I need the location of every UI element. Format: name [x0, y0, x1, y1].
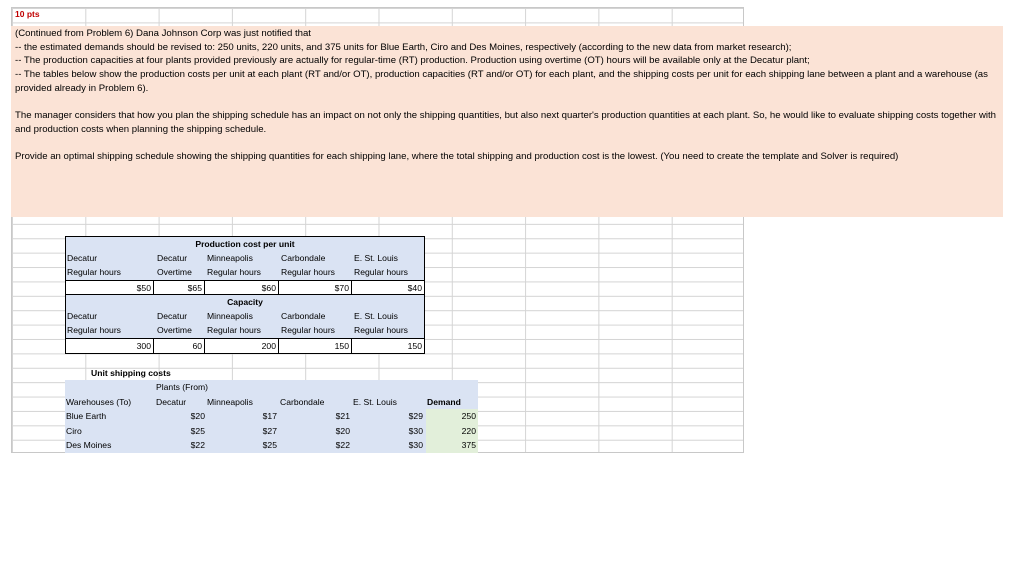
capacity-title: Capacity	[227, 297, 263, 307]
demand-header: Demand	[427, 397, 461, 407]
shipping-title: Unit shipping costs	[91, 368, 171, 378]
cost-value: $70	[279, 281, 352, 295]
plant-header: Carbondale	[281, 311, 326, 322]
hours-header: Overtime	[157, 267, 192, 278]
shipping-cost-cell: $25	[190, 426, 205, 436]
cost-value: $50	[66, 281, 154, 295]
plant-header: E. St. Louis	[354, 253, 398, 264]
plant-header: Minneapolis	[207, 397, 253, 407]
warehouse-name: Ciro	[66, 426, 82, 436]
warehouse-name: Des Moines	[66, 440, 112, 450]
shipping-cost-cell: $22	[335, 440, 350, 450]
plant-header: Decatur	[156, 397, 187, 407]
shipping-cost-cell: $29	[408, 411, 423, 421]
shipping-cost-cell: $20	[190, 411, 205, 421]
shipping-cost-cell: $30	[408, 440, 423, 450]
shipping-cost-cell: $27	[262, 426, 277, 436]
demand-value: 375	[461, 440, 476, 450]
capacity-table	[65, 294, 425, 354]
capacity-value: 300	[66, 339, 154, 353]
hours-header: Regular hours	[207, 325, 261, 336]
hours-header: Regular hours	[281, 325, 335, 336]
problem-statement	[11, 26, 1003, 217]
hours-header: Overtime	[157, 325, 192, 336]
demand-value: 250	[461, 411, 476, 421]
hours-header: Regular hours	[281, 267, 335, 278]
plant-header: Decatur	[67, 253, 98, 264]
hours-header: Regular hours	[354, 325, 408, 336]
demand-value: 220	[461, 426, 476, 436]
problem-bullet-tables: -- The tables below show the production costs per unit at each plant (RT and/or OT), production capacities (RT and/or OT) for each plant, and the shipping costs per unit for each shipping lane between a plant and a warehouse (as provided already in Problem 6).	[15, 69, 988, 94]
production-cost-table	[65, 236, 425, 296]
warehouses-label: Warehouses (To)	[66, 397, 132, 407]
plant-header: Minneapolis	[207, 253, 253, 264]
plant-header: Minneapolis	[207, 311, 253, 322]
shipping-cost-cell: $20	[335, 426, 350, 436]
shipping-cost-cell: $22	[190, 440, 205, 450]
capacity-value: 60	[154, 339, 205, 353]
problem-bullet-demand: -- the estimated demands should be revised to: 250 units, 220 units, and 375 units for Blue Earth, Ciro and Des Moines, respectively (according to the new data from market research);	[15, 41, 792, 53]
capacity-value: 200	[205, 339, 279, 353]
plant-header: Decatur	[157, 311, 188, 322]
plant-header: Decatur	[157, 253, 188, 264]
plant-header: Carbondale	[281, 253, 326, 264]
problem-intro: (Continued from Problem 6) Dana Johnson Corp was just notified that	[15, 28, 311, 39]
cost-value: $65	[154, 281, 205, 295]
production-cost-title: Production cost per unit	[195, 239, 295, 249]
shipping-cost-cell: $30	[408, 426, 423, 436]
plant-header: E. St. Louis	[354, 311, 398, 322]
plants-from-label: Plants (From)	[156, 382, 209, 392]
hours-header: Regular hours	[67, 325, 121, 336]
problem-bullet-capacity: -- The production capacities at four plants provided previously are actually for regular-time (RT) production. Production using overtime (OT) hours will be available only at the Decatur plant;	[15, 55, 810, 67]
warehouse-name: Blue Earth	[66, 411, 107, 421]
hours-header: Regular hours	[354, 267, 408, 278]
plant-header: Carbondale	[280, 397, 325, 407]
plant-header: Decatur	[67, 311, 98, 322]
shipping-cost-cell: $17	[262, 411, 277, 421]
capacity-value: 150	[407, 340, 422, 351]
problem-task: Provide an optimal shipping schedule showing the shipping quantities for each shipping lane, where the total shipping and production cost is the lowest. (You need to create the template and Solver is required)	[15, 151, 899, 163]
cost-value: $60	[205, 281, 279, 295]
cost-value: $40	[407, 282, 422, 293]
shipping-cost-cell: $21	[335, 411, 350, 421]
hours-header: Regular hours	[67, 267, 121, 278]
points-label: 10 pts	[15, 9, 40, 19]
problem-manager-note: The manager considers that how you plan the shipping schedule has an impact on not only the shipping quantities, but also next quarter's production quantities at each plant. So, he would like to evaluate shipping costs together with and production costs when planning the shipping schedule.	[15, 110, 997, 135]
plant-header: E. St. Louis	[353, 397, 397, 407]
capacity-value: 150	[279, 339, 352, 353]
shipping-cost-cell: $25	[262, 440, 277, 450]
hours-header: Regular hours	[207, 267, 261, 278]
